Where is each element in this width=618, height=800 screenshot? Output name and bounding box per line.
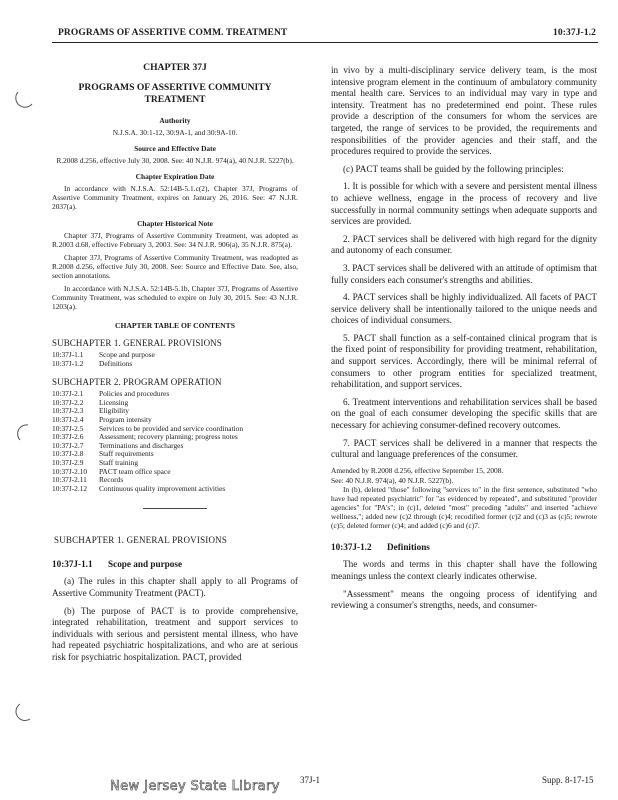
- principle-item: 3. PACT services shall be delivered with an attitude of optimism that fully considers each consumer's strengths and abilities.: [331, 262, 597, 285]
- chapter-number: CHAPTER 37J: [143, 62, 207, 73]
- historical-note: Chapter 37J, Programs of Assertive Community Treatment, was readopted as R.2008 d.256, effective July 30, 2008. See: Source and Effective Date. See, also, section annotations.: [52, 253, 298, 280]
- paragraph: (a) The rules in this chapter shall apply to all Programs of Assertive Community Treatment (PACT).: [52, 576, 298, 598]
- paragraph: "Assessment" means the ongoing process of identifying and reviewing a consumer's strengths, needs, and consumer-: [331, 588, 597, 611]
- historical-note: In accordance with N.J.S.A. 52:14B-5.1b, Chapter 37J, Programs of Assertive Community Treatment, was scheduled to expire on July 30, 2015. See: 43 N.J.R. 1203(a).: [52, 284, 298, 311]
- header-title: PROGRAMS OF ASSERTIVE COMM. TREATMENT: [58, 28, 288, 38]
- toc-number: 10:37J-2.2: [52, 397, 84, 407]
- punch-hole-icon: [14, 422, 36, 444]
- toc-number: 10:37J-1.2: [52, 358, 84, 368]
- toc-number: 10:37J-1.1: [52, 350, 84, 359]
- amendment-note: Amended by R.2008 d.256, effective September 15, 2008.: [331, 465, 504, 475]
- principle-item: 5. PACT shall function as a self-contained clinical program that is the fixed point of responsibility for providing treatment, rehabilitation, and support services. Accordingly, there will be minimal referral of consumers to other program entities for specialized treatment, rehabilitation, and support services.: [331, 332, 597, 390]
- principle-item: 6. Treatment interventions and rehabilitation services shall be based on the goal of each consumer developing the specific skills that are necessary for achieving consumer-defined recovery outcomes.: [331, 396, 597, 431]
- principle-item: 2. PACT services shall be delivered with high regard for the dignity and autonomy of each consumer.: [331, 233, 597, 256]
- toc-number: 10:37J-2.10: [52, 466, 88, 476]
- toc-title: PACT team office space: [99, 466, 171, 476]
- toc-entry[interactable]: [52, 459, 298, 468]
- toc-number: 10:37J-2.4: [52, 414, 84, 424]
- toc-entry[interactable]: [52, 360, 298, 369]
- toc-number: 10:37J-2.7: [52, 440, 84, 450]
- toc-heading: CHAPTER TABLE OF CONTENTS: [115, 321, 235, 330]
- toc-entry[interactable]: [52, 485, 298, 494]
- toc-number: 10:37J-2.6: [52, 432, 84, 442]
- subchapter-heading: SUBCHAPTER 1. GENERAL PROVISIONS: [54, 535, 228, 546]
- toc-entry[interactable]: [52, 351, 298, 360]
- toc-title: Program intensity: [99, 414, 152, 424]
- section-number: 10:37J-1.1: [52, 559, 93, 570]
- paragraph: (c) PACT teams shall be guided by the following principles:: [343, 163, 564, 174]
- toc-entry[interactable]: [52, 407, 298, 416]
- section-heading: [331, 542, 597, 552]
- punch-hole-icon: [14, 86, 36, 108]
- chapter-title: PROGRAMS OF ASSERTIVE COMMUNITY TREATMENT: [78, 82, 272, 105]
- toc-entry[interactable]: [52, 468, 298, 477]
- paragraph: The words and terms in this chapter shall have the following meanings unless the context clearly indicates otherwise.: [331, 559, 597, 581]
- authority-text: N.J.S.A. 30:1-12, 30:9A-1, and 30:9A-10.: [112, 128, 238, 137]
- toc-title: Continuous quality improvement activities: [99, 483, 226, 493]
- paragraph: in vivo by a multi-disciplinary service delivery team, is the most intensive program element in the continuum of ambulatory community mental health care. Services to an individual may vary in type and intensity. Treatment has no predetermined end point. These rules provide a description of the consumers for whom the services are targeted, the range of services to be provided, the requirements and responsibilities of the provider agencies and their staff, and the procedures required to provide the services.: [331, 65, 597, 157]
- expiration-heading: Chapter Expiration Date: [135, 172, 215, 181]
- left-column: [52, 62, 298, 669]
- toc-title: Eligibility: [99, 406, 129, 416]
- supplement-date: Supp. 8-17-15: [542, 775, 594, 785]
- toc-number: 10:37J-2.5: [52, 423, 84, 433]
- toc-title: Assessment; recovery planning; progress notes: [99, 432, 238, 442]
- principle-item: 7. PACT services shall be delivered in a manner that respects the cultural and language preferences of the consumer.: [331, 437, 597, 460]
- principle-item: 1. It is possible for which with a severe and persistent mental illness to achieve wellness, engage in the process of recovery and live successfully in normal community settings when adequate supports and services are provided.: [331, 181, 597, 227]
- amendment-note: In (b), deleted "those" following "services to" in the first sentence, substituted "who have had repeated psychiatric" for "as evidenced by repeated", and substituted "provider agencies" for "PA's"; in (c)1, deleted "most" preceding "adults" and inserted "achieve wellness,"; added new (c)2 through (c)4; recodified former (c)2 and (c)3 as (c)5; rewrote (c)5; deleted former (c)4; and added (c)6 and (c)7.: [331, 485, 597, 530]
- divider: [143, 508, 207, 509]
- toc-entry[interactable]: [52, 399, 298, 408]
- page-number: 37J-1: [300, 775, 320, 785]
- toc-number: 10:37J-2.12: [52, 483, 88, 493]
- toc-list-2: [52, 390, 298, 493]
- paragraph: (b) The purpose of PACT is to provide comprehensive, integrated rehabilitation, treatment and support services to individuals with serious and persistent mental illness, who have had repeated psychiatric hospitalizations, and who are at serious risk for psychiatric hospitalization. PACT, provided: [52, 605, 298, 662]
- toc-title: Staff requirements: [99, 449, 154, 459]
- toc-title: Policies and procedures: [99, 389, 170, 399]
- principle-item: 4. PACT services shall be highly individualized. All facets of PACT service delivery shall be intentionally tailored to the unique needs and choices of individual consumers.: [331, 292, 597, 326]
- section-title: Scope and purpose: [108, 559, 183, 570]
- toc-number: 10:37J-2.8: [52, 449, 84, 459]
- toc-number: 10:37J-2.3: [52, 406, 84, 416]
- authority-heading: Authority: [159, 116, 191, 125]
- amendment-note: See: 40 N.J.R. 974(a), 40 N.J.R. 5227(b).: [331, 475, 454, 485]
- toc-title: Licensing: [99, 397, 129, 407]
- toc-subchapter-1: SUBCHAPTER 1. GENERAL PROVISIONS: [52, 338, 222, 348]
- expiration-text: In accordance with N.J.S.A. 52:14B-5.1.c(2), Chapter 37J, Programs of Assertive Community Treatment, expires on January 26, 2016. See: 47 N.J.R. 2037(a).: [52, 184, 298, 211]
- toc-entry[interactable]: [52, 450, 298, 459]
- toc-title: Staff training: [99, 457, 139, 467]
- punch-hole-icon: [14, 700, 36, 722]
- toc-entry[interactable]: [52, 442, 298, 451]
- toc-subchapter-2: SUBCHAPTER 2. PROGRAM OPERATION: [52, 377, 222, 388]
- running-header: [52, 28, 598, 43]
- header-section: 10:37J-1.2: [553, 28, 596, 38]
- toc-title: Scope and purpose: [99, 350, 155, 359]
- section-number: 10:37J-1.2: [331, 542, 372, 553]
- toc-entry[interactable]: [52, 390, 298, 399]
- toc-number: 10:37J-2.9: [52, 457, 84, 467]
- section-title: Definitions: [387, 542, 430, 553]
- section-heading: [52, 559, 298, 569]
- toc-number: 10:37J-2.11: [52, 475, 87, 485]
- toc-title: Services to be provided and service coordination: [99, 423, 244, 433]
- historical-heading: Chapter Historical Note: [137, 219, 213, 228]
- toc-title: Definitions: [99, 358, 133, 368]
- library-stamp: New Jersey State Library: [110, 779, 280, 794]
- right-column: [331, 65, 597, 618]
- source-text: R.2008 d.256, effective July 30, 2008. See: 40 N.J.R. 974(a), 40 N.J.R. 5227(b).: [56, 156, 294, 165]
- source-heading: Source and Effective Date: [134, 144, 216, 153]
- toc-title: Records: [99, 475, 124, 485]
- toc-list-1: [52, 351, 298, 368]
- toc-title: Terminations and discharges: [99, 440, 184, 450]
- historical-note: Chapter 37J, Programs of Assertive Community Treatment, was adopted as R.2003 d.68, effective February 3, 2003. See: 34 N.J.R. 906(a), 35 N.J.R. 875(a).: [52, 231, 298, 249]
- toc-number: 10:37J-2.1: [52, 389, 84, 399]
